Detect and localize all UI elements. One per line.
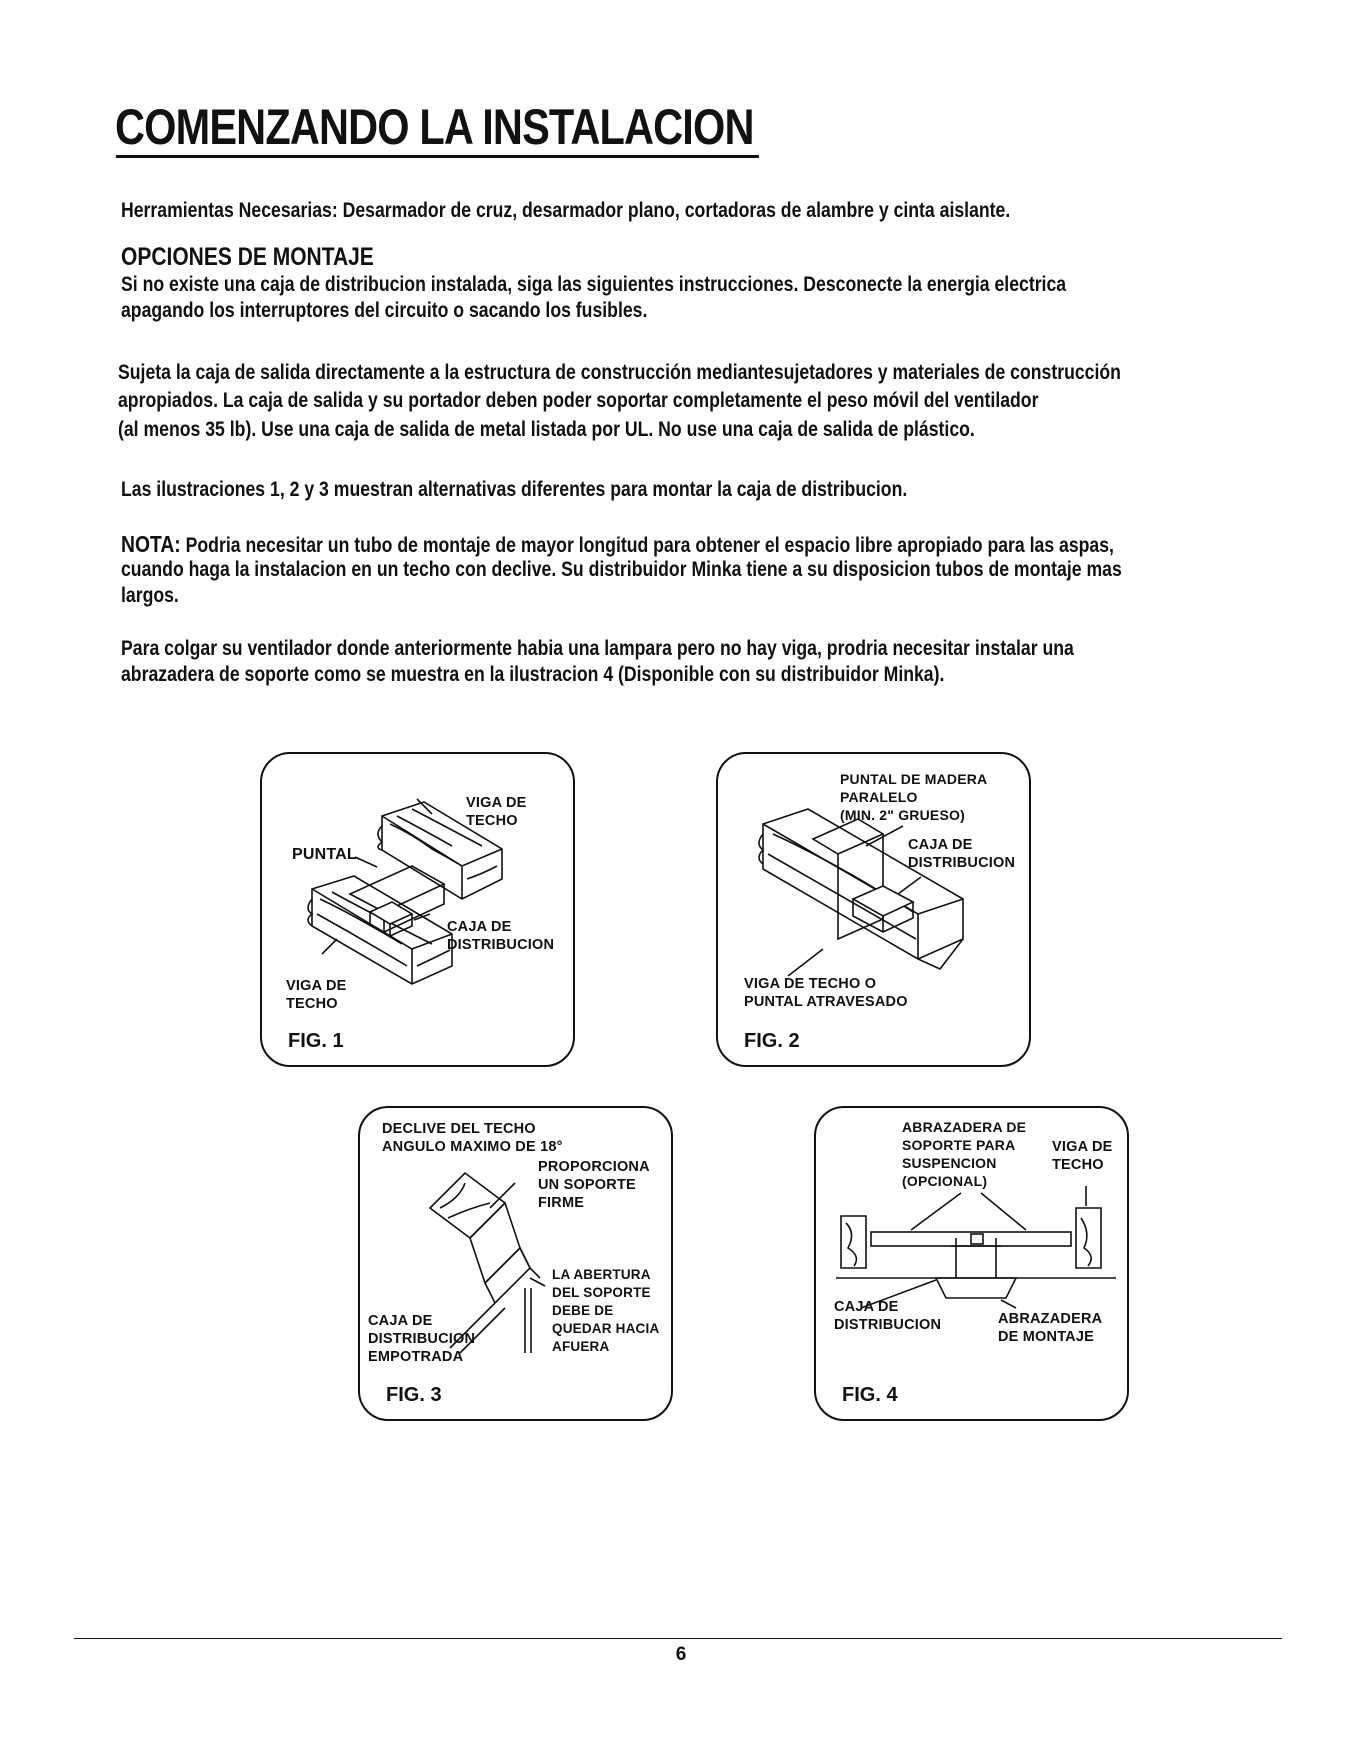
box-line-3: (al menos 35 lb). Use una caja de salida de metal listada por UL. No use una caja de salida de plástico. [118,418,975,441]
fig2-box-label: CAJA DE DISTRIBUCION [908,837,1016,871]
hang-line-1: Para colgar su ventilador donde anteriormente habia una lampara pero no hay viga, prodria necesitar instalar una [121,637,1074,660]
nota-text-1: Podria necesitar un tubo de montaje de mayor longitud para obtener el espacio libre apropiado para las aspas, [180,534,1114,557]
illustrations-line: Las ilustraciones 1, 2 y 3 muestran alternativas diferentes para montar la caja de distribucion. [121,478,908,501]
fig1-joist-bottom-label: VIGA DE TECHO [286,978,347,1012]
intro-line-1: Si no existe una caja de distribucion instalada, siga las siguientes instrucciones. Desconecte la energia electrica [121,273,1067,296]
nota-line-3: largos. [121,584,179,607]
fig3-support-label: PROPORCIONA UN SOPORTE FIRME [538,1159,650,1211]
nota-label: NOTA: [121,531,181,557]
fig1-number: FIG. 1 [288,1030,344,1052]
box-line-1: Sujeta la caja de salida directamente a la estructura de construcción mediantesujetadores y materiales de construcción [118,361,1121,384]
hang-line-2: abrazadera de soporte como se muestra en la ilustracion 4 (Disponible con su distribuidor Minka). [121,663,945,686]
intro-line-2: apagando los interruptores del circuito o sacando los fusibles. [121,299,648,322]
page-number: 6 [675,1644,687,1665]
tools-line: Herramientas Necesarias: Desarmador de cruz, desarmador plano, cortadoras de alambre y cinta aislante. [121,199,1011,222]
nota-line-1 [121,531,1114,559]
page-title: COMENZANDO LA INSTALACION [115,99,754,155]
figure-3 [358,1106,673,1421]
nota-line-2: cuando haga la instalacion en un techo con declive. Su distribuidor Minka tiene a su disposicion tubos de montaje mas [121,558,1122,581]
fig4-bracket-label: ABRAZADERA DE MONTAJE [998,1311,1103,1345]
fig3-number: FIG. 3 [386,1384,442,1406]
fig2-brace-label: PUNTAL DE MADERA PARALELO (MIN. 2" GRUESO) [840,771,988,823]
fig3-slope-label: DECLIVE DEL TECHO ANGULO MAXIMO DE 18° [382,1121,563,1155]
fig1-box-label: CAJA DE DISTRIBUCION [447,919,555,953]
mounting-heading: OPCIONES DE MONTAJE [121,243,374,271]
fig4-hanger-label: ABRAZADERA DE SOPORTE PARA SUSPENCION (OPCIONAL) [902,1119,1027,1189]
fig4-box-label: CAJA DE DISTRIBUCION [834,1299,942,1333]
title-underline [116,155,759,158]
footer-rule [74,1638,1282,1639]
box-line-2: apropiados. La caja de salida y su portador deben poder soportar completamente el peso móvil del ventilador [118,389,1039,412]
figure-4 [814,1106,1129,1421]
fig1-joist-top-label: VIGA DE TECHO [466,795,527,829]
fig2-number: FIG. 2 [744,1030,800,1052]
figure-2 [716,752,1031,1067]
fig3-opening-label: LA ABERTURA DEL SOPORTE DEBE DE QUEDAR HACIA AFUERA [552,1267,660,1354]
fig1-brace-label: PUNTAL [292,846,357,863]
fig4-number: FIG. 4 [842,1384,898,1406]
fig4-joist-label: VIGA DE TECHO [1052,1139,1113,1173]
fig3-box-label: CAJA DE DISTRIBUCION EMPOTRADA [368,1313,476,1365]
fig2-joist-label: VIGA DE TECHO O PUNTAL ATRAVESADO [744,976,908,1010]
figure-1 [260,752,575,1067]
